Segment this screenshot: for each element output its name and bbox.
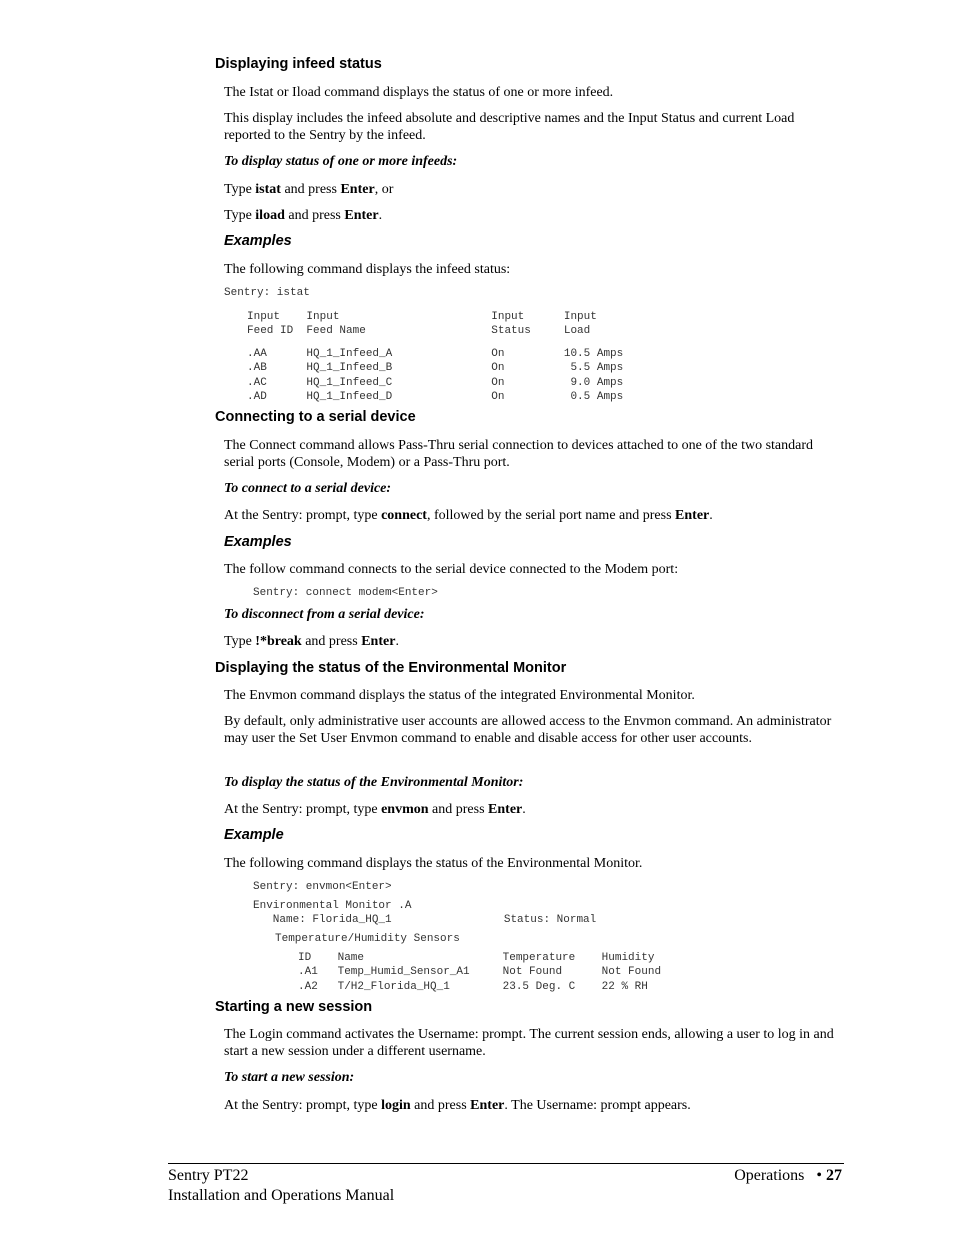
code-command: Sentry: istat <box>224 287 310 299</box>
code-command: Sentry: envmon<Enter> <box>253 881 392 893</box>
examples-heading: Examples <box>224 233 292 249</box>
paragraph: By default, only administrative user accounts are allowed access to the Envmon command. An administrator may user the Set User Envmon command to enable and disable access for other user accounts. <box>224 714 832 746</box>
example-heading: Example <box>224 827 284 843</box>
key-name: Enter <box>488 802 523 817</box>
command-keyword: iload <box>255 208 285 223</box>
code-command: Sentry: connect modem<Enter> <box>253 587 438 599</box>
procedure-heading: To disconnect from a serial device: <box>224 607 425 622</box>
command-keyword: istat <box>255 182 281 197</box>
footer-page-number: 27 <box>826 1167 842 1184</box>
command-keyword: connect <box>381 508 427 523</box>
footer-manual-title: Installation and Operations Manual <box>168 1187 395 1204</box>
paragraph: The following command displays the status of the Environmental Monitor. <box>224 856 643 871</box>
footer-chapter: Operations <box>734 1167 805 1184</box>
paragraph: The Istat or Iload command displays the status of one or more infeed. <box>224 85 614 100</box>
code-output-monitor: Environmental Monitor .A Name: Florida_HQ_1 Status: Normal <box>253 900 597 927</box>
footer-page-info <box>734 1166 842 1186</box>
bullet-icon: • <box>816 1167 822 1184</box>
paragraph: The Envmon command displays the status of the integrated Environmental Monitor. <box>224 688 695 703</box>
paragraph: The following command displays the infeed status: <box>224 262 511 277</box>
code-table-header: Input Input Input Input Feed ID Feed Name Status Load <box>247 311 597 338</box>
command-keyword: !*break <box>255 634 302 649</box>
section-heading-envmon: Displaying the status of the Environmental Monitor <box>215 660 567 676</box>
paragraph: This display includes the infeed absolute and descriptive names and the Input Status and current Load reported to the Sentry by the infeed. <box>224 111 795 143</box>
footer-product: Sentry PT22 <box>168 1167 249 1184</box>
procedure-heading: To display the status of the Environmental Monitor: <box>224 775 524 790</box>
procedure-step: Type !*break and press Enter. <box>224 634 399 649</box>
section-heading-login: Starting a new session <box>215 999 373 1015</box>
procedure-step: At the Sentry: prompt, type login and press Enter. The Username: prompt appears. <box>224 1098 691 1113</box>
procedure-step: At the Sentry: prompt, type connect, followed by the serial port name and press Enter. <box>224 508 713 523</box>
key-name: Enter <box>675 508 710 523</box>
procedure-step: Type istat and press Enter, or <box>224 182 394 197</box>
examples-heading: Examples <box>224 534 292 550</box>
procedure-heading: To start a new session: <box>224 1070 355 1085</box>
section-heading-infeed-status: Displaying infeed status <box>215 56 382 72</box>
procedure-heading: To connect to a serial device: <box>224 481 392 496</box>
procedure-heading: To display status of one or more infeeds: <box>224 154 458 169</box>
key-name: Enter <box>361 634 396 649</box>
procedure-step: At the Sentry: prompt, type envmon and press Enter. <box>224 802 526 817</box>
paragraph: The Connect command allows Pass-Thru serial connection to devices attached to one of the two standard serial ports (Console, Modem) or a Pass-Thru port. <box>224 438 813 470</box>
procedure-step: Type iload and press Enter. <box>224 208 383 223</box>
key-name: Enter <box>470 1098 505 1113</box>
paragraph: The follow command connects to the serial device connected to the Modem port: <box>224 562 679 577</box>
code-output-sensors-table: ID Name Temperature Humidity .A1 Temp_Humid_Sensor_A1 Not Found Not Found .A2 T/H2_Florida_HQ_1 23.5 Deg. C 22 % RH <box>298 952 662 993</box>
code-output-sensors-title: Temperature/Humidity Sensors <box>275 933 460 945</box>
section-heading-connect: Connecting to a serial device <box>215 409 416 425</box>
footer-rule <box>168 1163 844 1164</box>
key-name: Enter <box>344 208 379 223</box>
command-keyword: envmon <box>381 802 429 817</box>
code-table-rows: .AA HQ_1_Infeed_A On 10.5 Amps .AB HQ_1_Infeed_B On 5.5 Amps .AC HQ_1_Infeed_C On 9.0 Amps .AD HQ_1_Infeed_D On 0.5 Amps <box>247 348 624 404</box>
command-keyword: login <box>381 1098 411 1113</box>
paragraph: The Login command activates the Username: prompt. The current session ends, allowing a user to log in and start a new session under a different username. <box>224 1027 834 1059</box>
key-name: Enter <box>340 182 375 197</box>
